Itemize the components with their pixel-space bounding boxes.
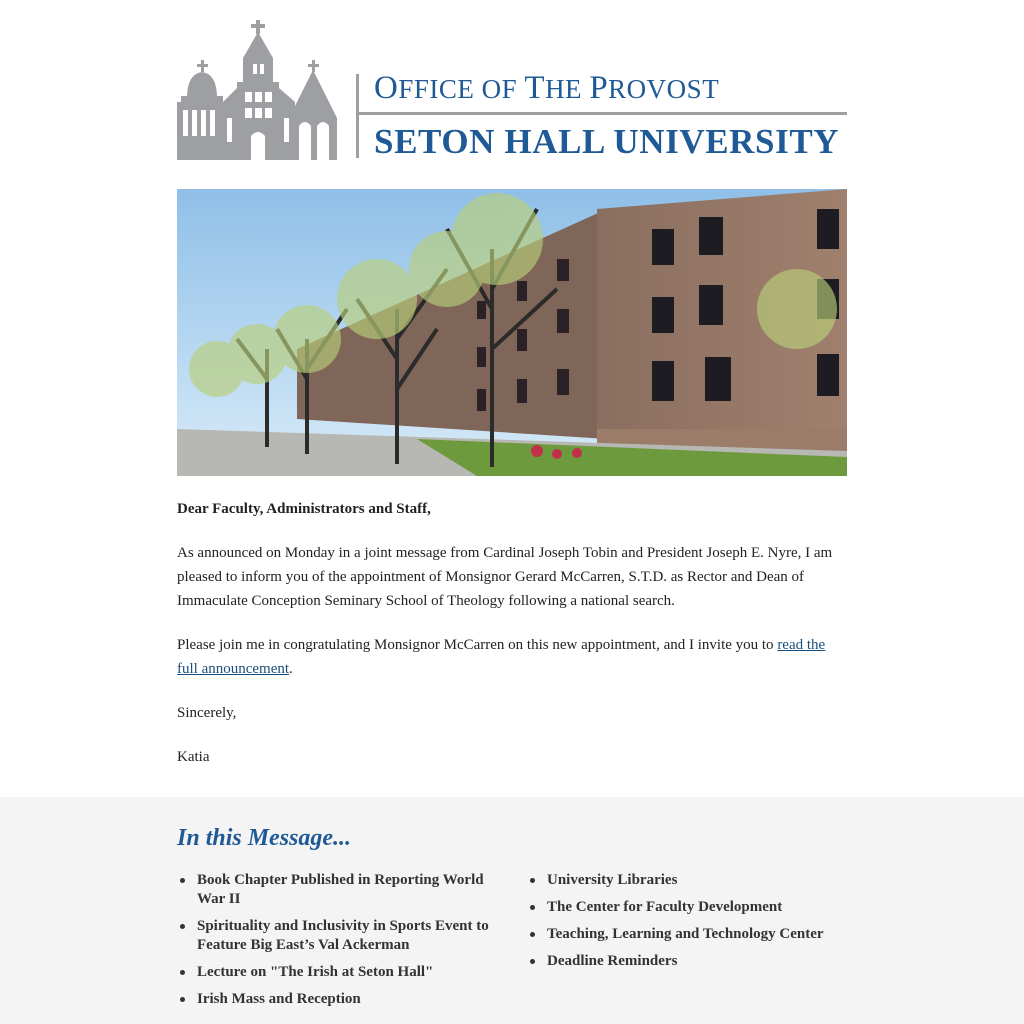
bullet-icon (530, 959, 535, 964)
letter-paragraph: As announced on Monday in a joint message from Cardinal Joseph Tobin and President Joseph E. Nyre, I am pleased to inform you of the appointment of Monsignor Gerard McCarren, S.T.D. as Rector and Dean of Immaculate Conception Seminary School of Theology following a national search. (177, 545, 833, 609)
logo-divider-vertical (356, 74, 359, 158)
toc-list-left (177, 871, 497, 1017)
toc-item[interactable]: University Libraries (527, 871, 847, 890)
cathedral-logo-icon (177, 18, 339, 160)
toc-item[interactable]: The Center for Faculty Development (527, 898, 847, 917)
toc-item[interactable]: Teaching, Learning and Technology Center (527, 925, 847, 944)
toc-item[interactable]: Spirituality and Inclusivity in Sports Event to Feature Big East’s Val Ackerman (177, 917, 497, 955)
letter-closing: Sincerely, (177, 705, 237, 721)
email-header (177, 18, 847, 162)
in-this-message-section (0, 797, 1024, 1024)
toc-item[interactable]: Deadline Reminders (527, 952, 847, 971)
toc-list-right (527, 871, 847, 979)
letter-body (177, 497, 847, 789)
bullet-icon (180, 878, 185, 883)
toc-item[interactable]: Irish Mass and Reception (177, 990, 497, 1009)
bullet-icon (180, 970, 185, 975)
toc-item[interactable]: Lecture on "The Irish at Seton Hall" (177, 963, 497, 982)
bullet-icon (530, 878, 535, 883)
read-announcement-link[interactable]: read the full announcement (177, 637, 826, 677)
letter-signature: Katia (177, 749, 210, 765)
letter-greeting: Dear Faculty, Administrators and Staff, (177, 501, 431, 517)
toc-item[interactable]: Book Chapter Published in Reporting World War II (177, 871, 497, 909)
bullet-icon (530, 932, 535, 937)
bullet-icon (180, 997, 185, 1002)
logo-divider-horizontal (358, 112, 847, 115)
bullet-icon (530, 905, 535, 910)
university-name: SETON HALL UNIVERSITY (374, 122, 840, 161)
bullet-icon (180, 924, 185, 929)
campus-building-photo (177, 189, 847, 476)
letter-paragraph: Please join me in congratulating Monsignor McCarren on this new appointment, and I invite you to read the full announcement. (177, 637, 826, 677)
section-heading: In this Message... (177, 825, 352, 851)
office-of-the-provost-title: OFFICE OF THE PROVOST (374, 70, 720, 106)
